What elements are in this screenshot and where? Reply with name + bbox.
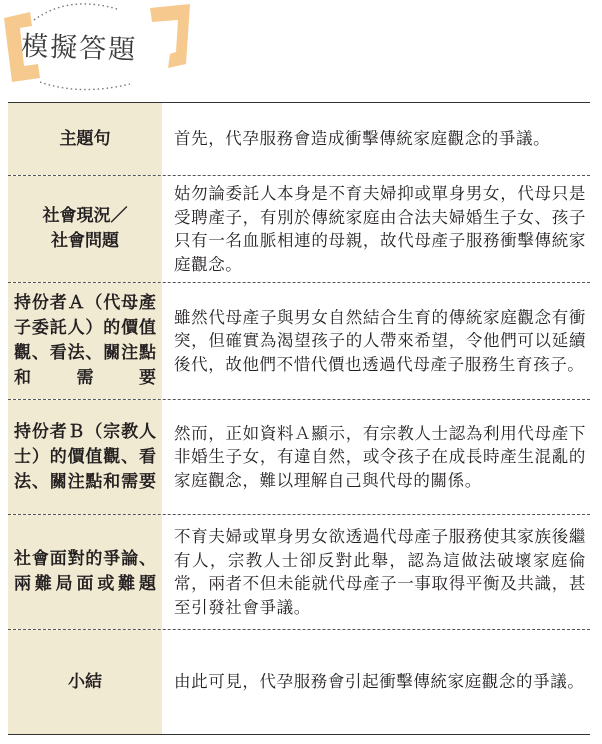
table-row — [8, 102, 590, 176]
row-label-cell — [8, 103, 162, 175]
row-label-cell — [8, 630, 162, 734]
row-content-cell — [162, 283, 590, 399]
answer-table — [8, 102, 590, 735]
table-row — [8, 283, 590, 400]
row-label: 小結 — [68, 671, 102, 692]
right-bracket-shape — [150, 4, 190, 68]
row-label-cell — [8, 283, 162, 399]
row-label-cell — [8, 515, 162, 629]
row-label-cell — [8, 176, 162, 282]
row-content-cell — [162, 176, 590, 282]
table-row — [8, 400, 590, 515]
row-label: 持份者Ｂ（宗教人士）的價值觀、看法、關注點和需要 — [14, 421, 156, 492]
dotted-arc-top — [34, 4, 120, 20]
row-label: 社會面對的爭論、兩難局面或難題 — [14, 549, 156, 594]
row-content-cell — [162, 400, 590, 514]
table-row — [8, 630, 590, 735]
section-header — [0, 0, 200, 96]
row-content-cell — [162, 515, 590, 629]
row-label-cell — [8, 400, 162, 514]
row-content: 雖然代母產子與男女自然結合生育的傳統家庭觀念有衝突，但確實為渴望孩子的人帶來希望，令他們可以延續後代，故他們不惜代價也透過代母產子服務生育孩子。 — [174, 307, 586, 374]
row-content: 由此可見，代孕服務會引起衝擊傳統家庭觀念的爭議。 — [174, 672, 585, 692]
row-content-cell — [162, 630, 590, 734]
row-content: 姑勿論委託人本身是不育夫婦抑或單身男女，代母只是受聘產子，有別於傳統家庭由合法夫婦婚生子女、孩子只有一名血脈相連的母親，故代母產子服務衝擊傳統家庭觀念。 — [174, 184, 586, 274]
row-content: 然而，正如資料Ａ顯示，有宗教人士認為利用代母產下非婚生子女，有違自然，或令孩子在成長時產生混亂的家庭觀念，難以理解自己與代母的關係。 — [174, 423, 586, 490]
dotted-arc-bottom — [40, 82, 130, 90]
row-label: 持份者Ａ（代母產子委託人）的價值觀、看法、關注點和需要 — [14, 293, 156, 388]
table-row — [8, 515, 590, 630]
row-content: 不育夫婦或單身男女欲透過代母產子服務使其家族後繼有人，宗教人士卻反對此舉，認為這做法破壞家庭倫常，兩者不但未能就代母產子一事取得平衡及共識，甚至引發社會爭議。 — [174, 527, 586, 617]
header-title: 模擬答題 — [20, 30, 138, 67]
row-label: 社會現況／ 社會問題 — [42, 206, 128, 251]
row-label: 主題句 — [59, 128, 111, 149]
row-content-cell — [162, 103, 590, 175]
table-row — [8, 176, 590, 283]
row-content: 首先，代孕服務會造成衝擊傳統家庭觀念的爭議。 — [174, 129, 551, 149]
